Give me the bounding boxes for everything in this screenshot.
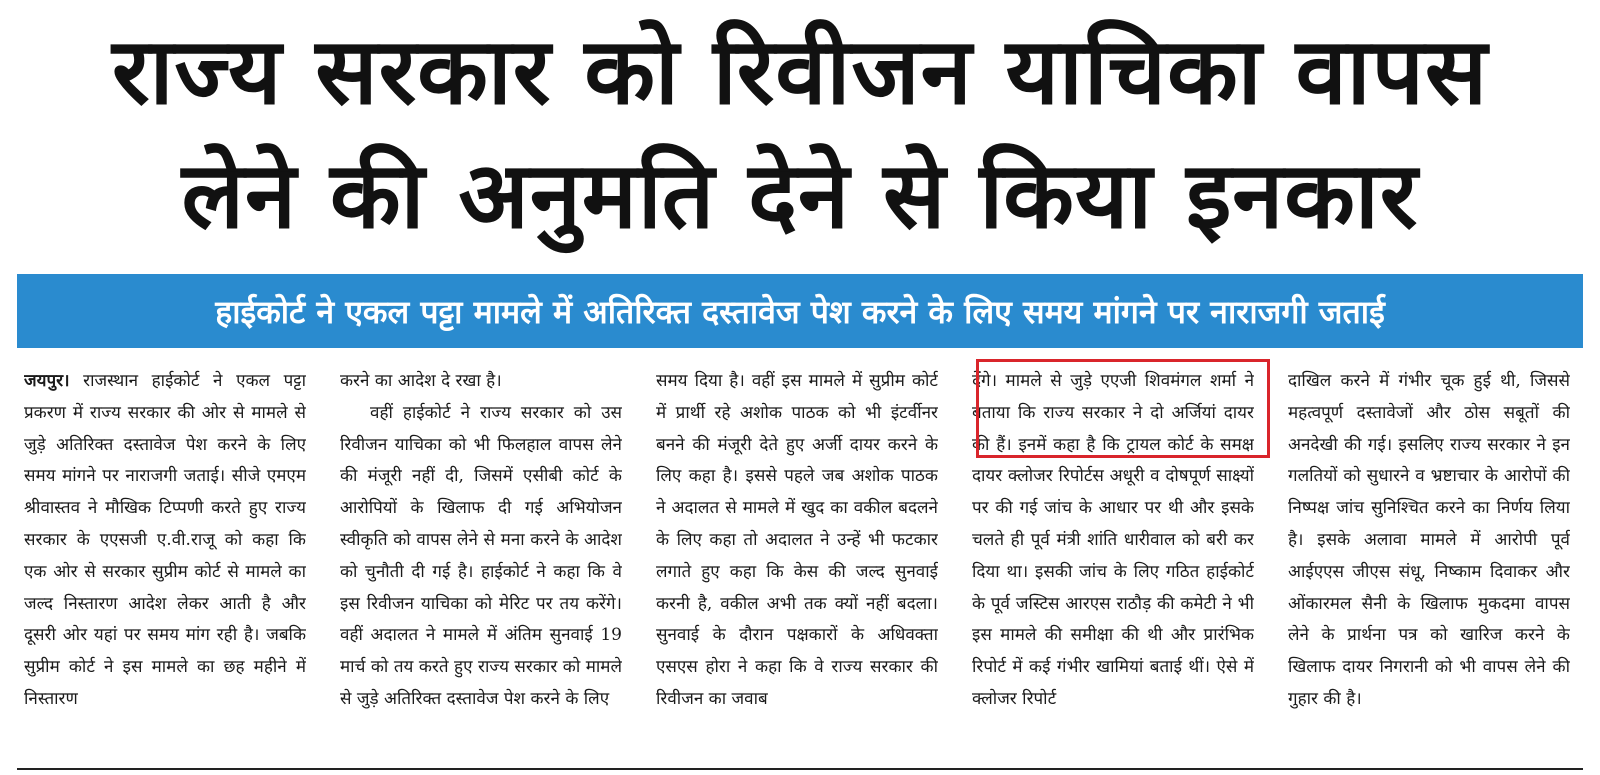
article-column-5 — [1288, 366, 1570, 761]
subheadline-text: हाईकोर्ट ने एकल पट्टा मामले में अतिरिक्त दस्तावेज पेश करने के लिए समय मांगने पर नाराजगी जताई — [215, 292, 1385, 331]
headline-line-2: लेने की अनुमति देने से किया इनकार — [181, 142, 1419, 249]
column-5-text: दाखिल करने में गंभीर चूक हुई थी, जिससे महत्वपूर्ण दस्तावेजों और ठोस सबूतों की अनदेखी की गई। इसलिए राज्य सरकार ने इन गलतियों को सुधारने व भ्रष्टाचार के आरोपों की निष्पक्ष जांच सुनिश्चित करने का निर्णय लिया है। इसके अलावा मामले में आरोपी पूर्व आईएएस जीएस संधू, निष्काम दिवाकर और ओंकारमल सैनी के खिलाफ मुकदमा वापस लेने के प्रार्थना पत्र को खारिज करने के खिलाफ दायर निगरानी को भी वापस लेने की गुहार की है। — [1288, 371, 1570, 709]
bottom-divider — [17, 768, 1583, 770]
article-column-1 — [24, 366, 306, 761]
column-2-paragraph-1: करने का आदेश दे रखा है। — [340, 371, 502, 391]
headline-line-1: राज्य सरकार को रिवीजन याचिका वापस — [111, 18, 1489, 125]
article-paragraph — [24, 366, 306, 716]
article-body — [24, 366, 1584, 761]
column-3-text: समय दिया है। वहीं इस मामले में सुप्रीम कोर्ट में प्रार्थी रहे अशोक पाठक को भी इंटर्वीनर बनने की मंजूरी देते हुए अर्जी दायर करने के लिए कहा है। इससे पहले जब अशोक पाठक ने अदालत से मामले में खुद का वकील बदलने के लिए कहा तो अदालत ने उन्हें भी फटकार लगाते हुए कहा कि केस की जल्द सुनवाई करनी है, वकील अभी तक क्यों नहीं बदला। सुनवाई के दौरान पक्षकारों के अधिवक्ता एसएस होरा ने कहा कि वे राज्य सरकार की रिवीजन का जवाब — [656, 371, 938, 709]
subheadline-banner — [17, 274, 1583, 348]
column-4-text: देंगे। मामले से जुड़े एएजी शिवमंगल शर्मा ने बताया कि राज्य सरकार ने दो अर्जियां दायर की हैं। इनमें कहा है कि ट्रायल कोर्ट के समक्ष दायर क्लोजर रिपोर्टस अधूरी व दोषपूर्ण साक्ष्यों पर की गई जांच के आधार पर थी और इसके चलते ही पूर्व मंत्री शांति धारीवाल को बरी कर दिया था। इसकी जांच के लिए गठित हाईकोर्ट के पूर्व जस्टिस आरएस राठौड़ की कमेटी ने भी इस मामले की समीक्षा की थी और प्रारंभिक रिपोर्ट में कई गंभीर खामियां बताई थीं। ऐसे में क्लोजर रिपोर्ट — [972, 371, 1254, 709]
headline — [0, 0, 1600, 268]
highlight-annotation-box — [976, 359, 1270, 458]
article-column-3 — [656, 366, 938, 761]
article-column-2 — [340, 366, 622, 761]
dateline: जयपुर। — [24, 371, 70, 391]
column-2-paragraph-2: वहीं हाईकोर्ट ने राज्य सरकार को उस रिवीजन याचिका को भी फिलहाल वापस लेने की मंजूरी नहीं दी, जिसमें एसीबी कोर्ट के आरोपियों के खिलाफ दी गई अभियोजन स्वीकृति को वापस लेने से मना करने के आदेश को चुनौती दी गई है। हाईकोर्ट ने कहा कि वे इस रिवीजन याचिका को मेरिट पर तय करेंगे। वहीं अदालत ने मामले में अंतिम सुनवाई 19 मार्च को तय करते हुए राज्य सरकार को मामले से जुड़े अतिरिक्त दस्तावेज पेश करने के लिए — [340, 402, 622, 709]
column-1-text: राजस्थान हाईकोर्ट ने एकल पट्टा प्रकरण में राज्य सरकार की ओर से मामले से जुड़े अतिरिक्त दस्तावेज पेश करने के लिए समय मांगने पर नाराजगी जताई। सीजे एमएम श्रीवास्तव ने मौखिक टिप्पणी करते हुए राज्य सरकार के एएसजी ए.वी.राजू को कहा कि एक ओर से सरकार सुप्रीम कोर्ट से मामले का जल्द निस्तारण आदेश लेकर आती है और दूसरी ओर यहां पर समय मांग रही है। जबकि सुप्रीम कोर्ट ने इस मामले का छह महीने में निस्तारण — [24, 371, 306, 709]
